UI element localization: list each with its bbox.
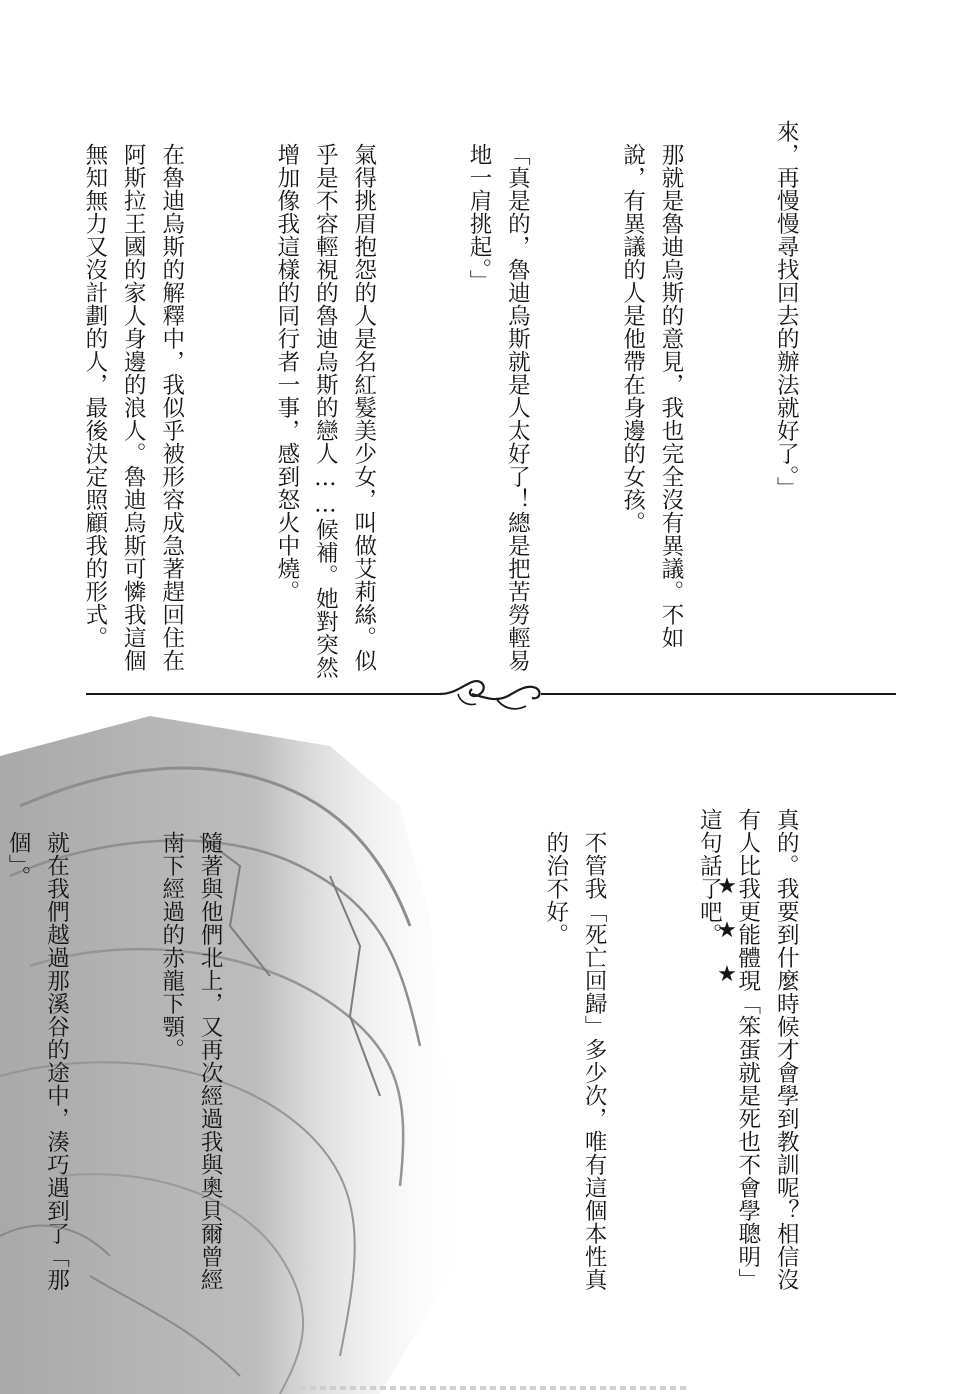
paragraph: 就在我們越過那溪谷的途中，湊巧遇到了「那個」。 xyxy=(5,831,70,1291)
paragraph: 「真是的，魯迪烏斯就是人太好了！總是把苦勞輕易地一肩挑起。」 xyxy=(465,143,531,672)
paragraph: 隨著與他們北上，又再次經過我與奧貝爾曾經南下經過的赤龍下顎。 xyxy=(158,831,224,1291)
divider-line-right xyxy=(541,693,896,695)
lower-text-block xyxy=(5,808,882,1308)
spacer xyxy=(306,808,344,1308)
paragraph: 來，再慢慢尋找回去的辦法就好了。」 xyxy=(773,120,800,500)
star-icon: ★ xyxy=(717,962,737,987)
spacer xyxy=(421,808,459,1308)
divider-line-left xyxy=(86,693,441,695)
page-footer-marks xyxy=(290,1386,690,1390)
paragraph: 真的。我要到什麼時候才會學到教訓呢？相信沒有人比我更能體現「笨蛋就是死也不會學聰明」這句話了吧。 xyxy=(696,808,800,1291)
upper-text-block xyxy=(62,120,882,680)
ornamental-divider xyxy=(86,668,896,718)
flourish-icon xyxy=(436,668,546,718)
paragraph: 氣得挑眉抱怨的人是名紅髮美少女，叫做艾莉絲。似乎是不容輕視的魯迪烏斯的戀人……候補。她對突然增加像我這樣的同行者一事，感到怒火中燒。 xyxy=(273,143,377,679)
paragraph: 那就是魯迪烏斯的意見，我也完全沒有異議。不如說，有異議的人是他帶在身邊的女孩。 xyxy=(619,143,684,649)
star-icon: ★ xyxy=(717,874,737,899)
paragraph: 不管我「死亡回歸」多少次，唯有這個本性真的治不好。 xyxy=(542,831,608,1291)
star-icon: ★ xyxy=(717,918,737,943)
paragraph: 在魯迪烏斯的解釋中，我似乎被形容成急著趕回住在阿斯拉王國的家人身邊的浪人。魯迪烏斯可憐我這個無知無力又沒計劃的人，最後決定照顧我的形式。 xyxy=(81,143,185,672)
